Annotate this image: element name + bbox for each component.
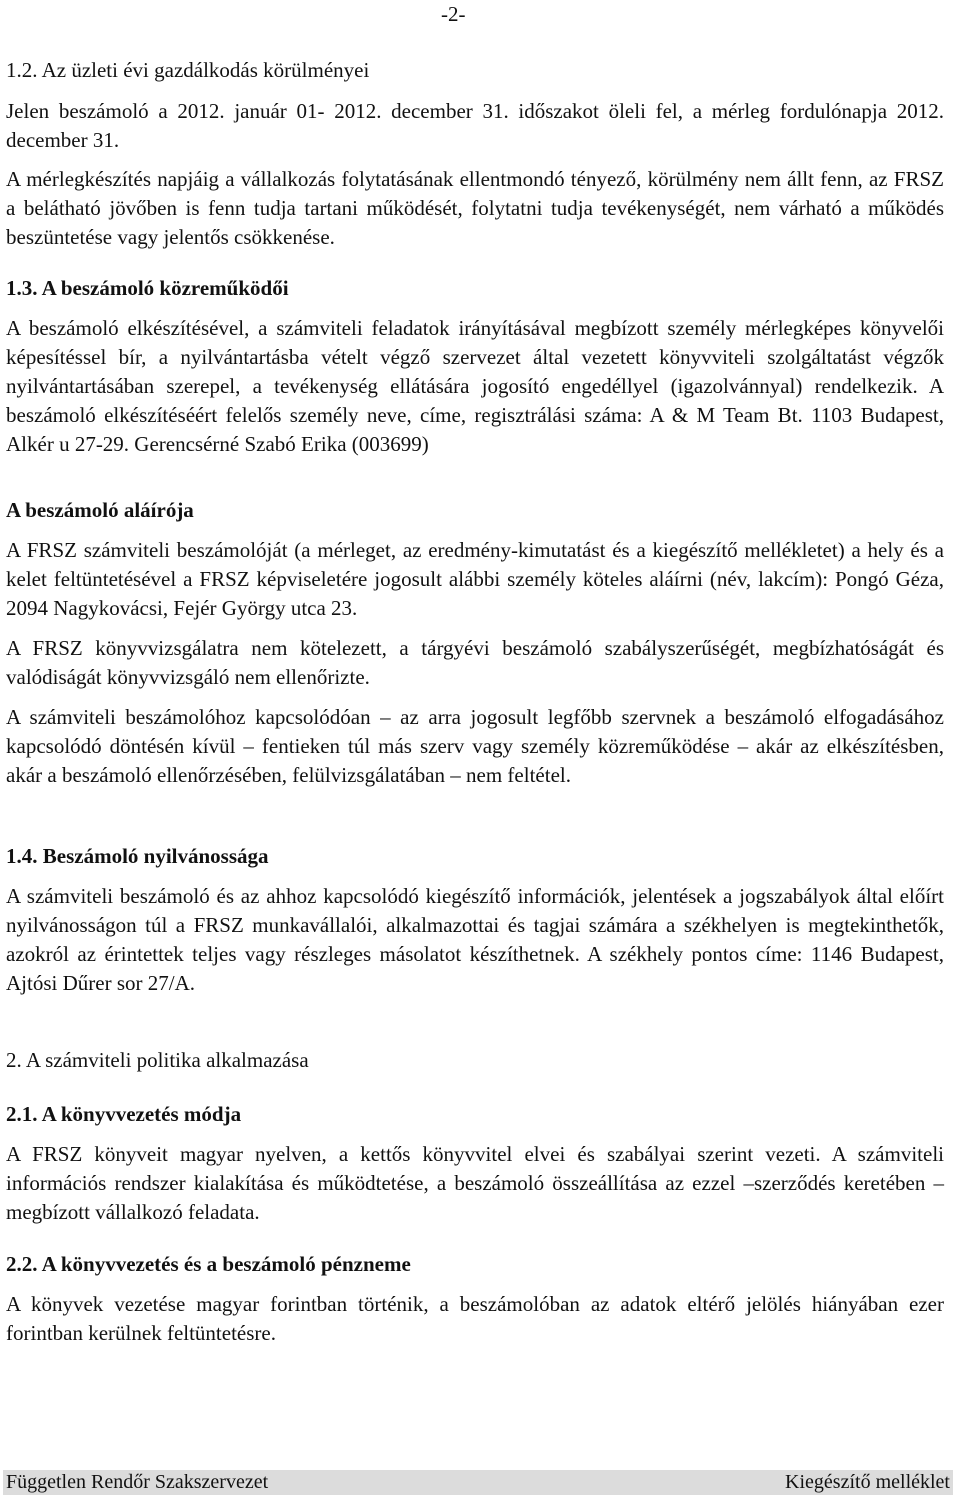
section-2-heading: 2. A számviteli politika alkalmazása [6,1048,309,1072]
signer-paragraph-3: A számviteli beszámolóhoz kapcsolódóan – az arra jogosult legfőbb szervnek a beszámoló elfogadásához kapcsolódó döntésén kívül – fentieken túl más szerv vagy személy közreműködése – akár az elkészítésben, akár a beszámoló ellenőrzésében, felülvizsgálatában – nem feltétel. [6,705,944,787]
signer-paragraph-2: A FRSZ könyvvizsgálatra nem kötelezett, a tárgyévi beszámoló szabályszerűségét, megbízhatóságát és valódiságát könyvvizsgáló nem ellenőrizte. [6,636,944,689]
section-1-2-heading: 1.2. Az üzleti évi gazdálkodás körülményei [6,58,370,82]
signer-paragraph-1: A FRSZ számviteli beszámolóját (a mérleget, az eredmény-kimutatást és a kiegészítő mellékletet) a hely és a kelet feltüntetésével a FRSZ képviseletére jogosult alábbi személy köteles aláírni (név, lakcím): Pongó Géza, 2094 Nagykovácsi, Fejér György utca 23. [6,538,944,620]
footer-document-title: Kiegészítő melléklet [785,1471,950,1493]
footer-organization: Független Rendőr Szakszervezet [6,1471,269,1493]
section-1-4-heading: 1.4. Beszámoló nyilvánossága [6,844,269,868]
section-2-1-heading: 2.1. A könyvvezetés módja [6,1102,242,1126]
section-1-3-heading: 1.3. A beszámoló közreműködői [6,276,289,300]
section-1-2-paragraph-2: A mérlegkészítés napjáig a vállalkozás folytatásának ellentmondó tényező, körülmény nem állt fenn, az FRSZ a belátható jövőben is fenn tudja tartani működését, folytatni tudja tevékenységét, nem várható a működés beszüntetése vagy jelentős csökkenése. [6,167,944,249]
section-1-3-paragraph-1: A beszámoló elkészítésével, a számviteli feladatok irányításával megbízott személy mérlegképes könyvelői képesítéssel bír, a nyilvántartásba vételt végző szervezet által vezetett könyvviteli szolgáltatást végzők nyilvántartásában szerepel, a tevékenység ellátására jogosító engedéllyel (igazolvánnyal) rendelkezik. A beszámoló elkészítéséért felelős személy neve, címe, regisztrálási száma: A & M Team Bt. 1103 Budapest, Alkér u 27-29. Gerencsérné Szabó Erika (003699) [6,316,944,456]
section-2-1-paragraph-1: A FRSZ könyveit magyar nyelven, a kettős könyvvitel elvei és szabályai szerint vezeti. A számviteli információs rendszer kialakítása és működtetése, a beszámoló összeállítása az ezzel –szerződés keretében – megbízott vállalkozó feladata. [6,1142,944,1224]
signer-heading: A beszámoló aláírója [6,498,194,522]
section-2-2-heading: 2.2. A könyvvezetés és a beszámoló pénzneme [6,1252,411,1276]
section-2-2-paragraph-1: A könyvek vezetése magyar forintban történik, a beszámolóban az adatok eltérő jelölés hiányában ezer forintban kerülnek feltüntetésre. [6,1292,944,1345]
page-number: -2- [441,2,466,26]
section-1-2-paragraph-1: Jelen beszámoló a 2012. január 01- 2012. december 31. időszakot öleli fel, a mérleg fordulónapja 2012. december 31. [6,99,944,152]
page-footer [3,1470,953,1495]
section-1-4-paragraph-1: A számviteli beszámoló és az ahhoz kapcsolódó kiegészítő információk, jelentések a jogszabályok által előírt nyilvánosságon túl a FRSZ munkavállalói, alkalmazottai és tagjai számára a székhelyen is megtekinthetők, azokról az érintettek teljes vagy részleges másolatot készíthetnek. A székhely pontos címe: 1146 Budapest, Ajtósi Dűrer sor 27/A. [6,884,944,995]
